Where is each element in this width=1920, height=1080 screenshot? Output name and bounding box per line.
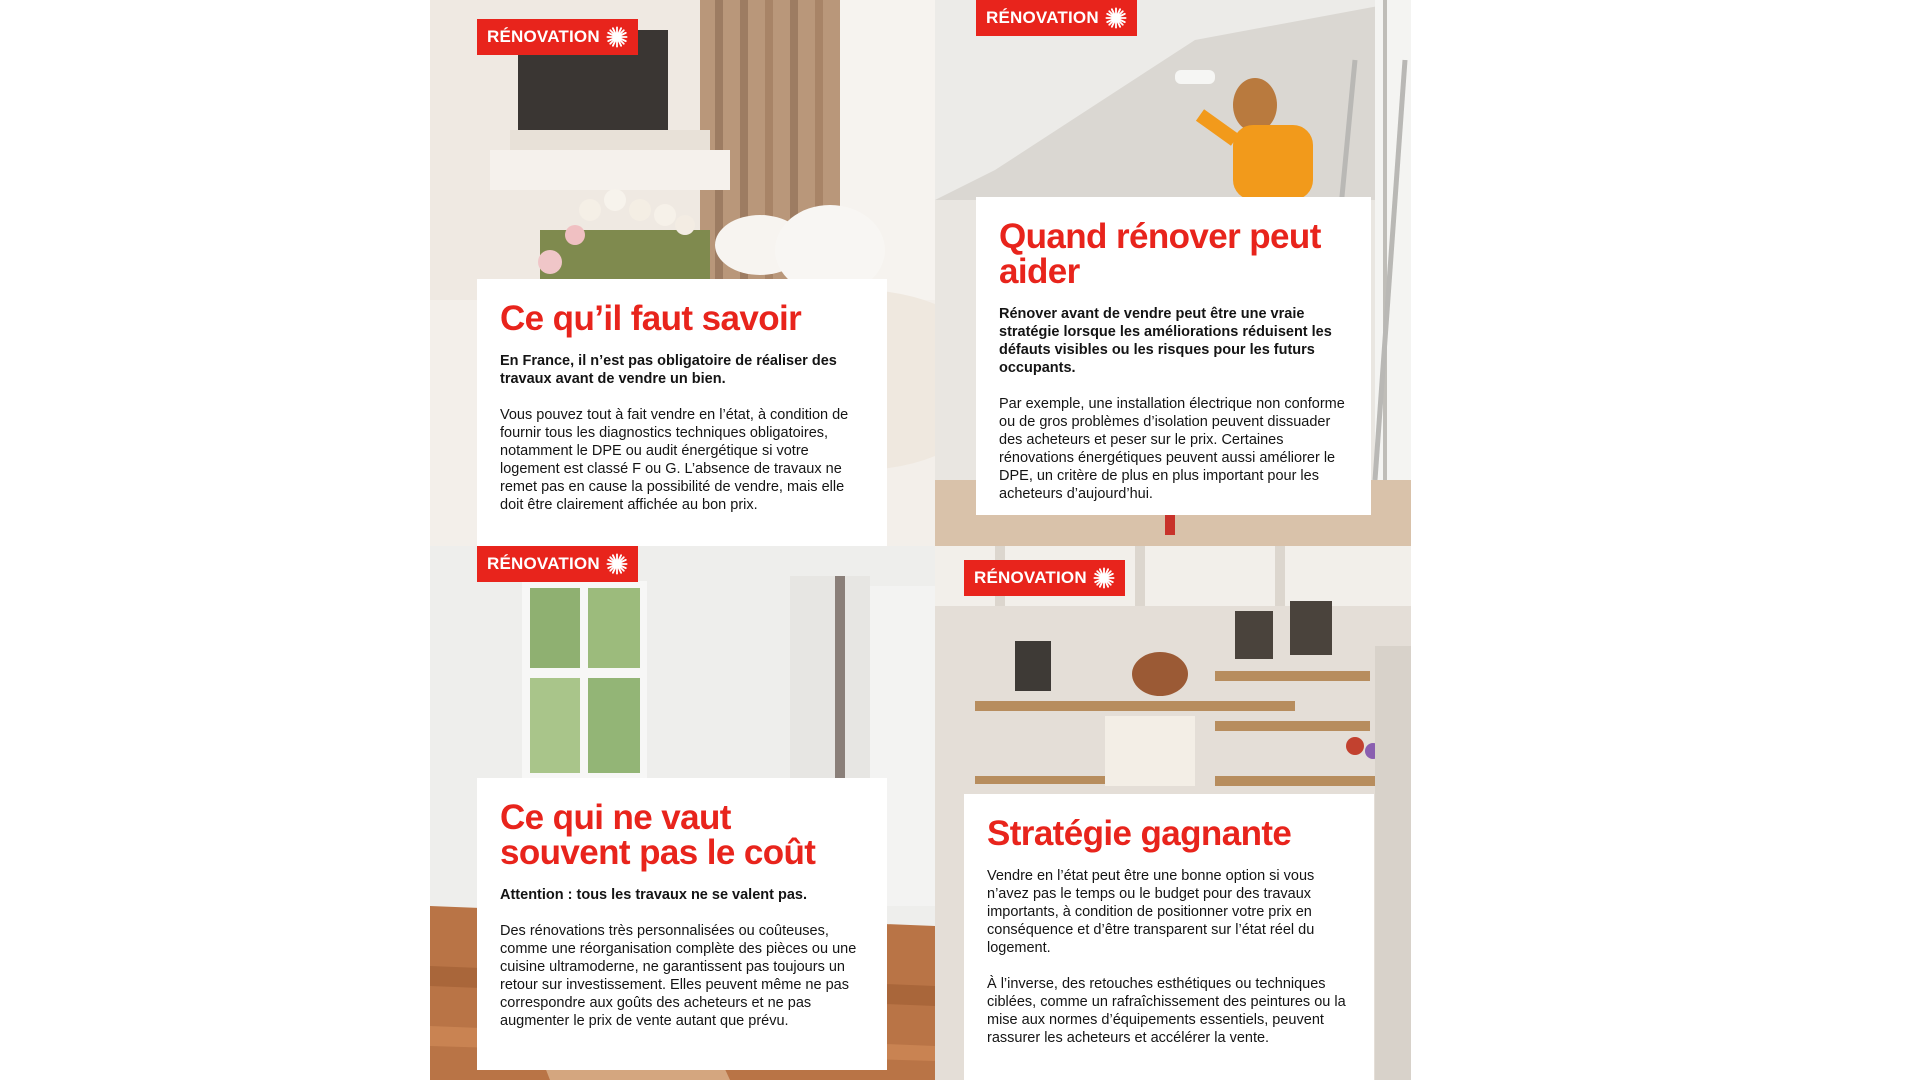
- starburst-icon: [1105, 7, 1127, 29]
- tag-label: RÉNOVATION: [487, 27, 600, 46]
- info-card: [477, 279, 887, 546]
- tag-label: RÉNOVATION: [974, 568, 1087, 587]
- info-card: [976, 197, 1371, 515]
- panel-when-renovating-helps: [935, 0, 1411, 546]
- renovation-tag: [976, 0, 1137, 36]
- panel-what-to-know: [430, 0, 935, 546]
- card-body: Par exemple, une installation électrique non conforme ou de gros problèmes d’isolation peuvent dissuader des acheteurs et peser sur le prix. Certaines rénovations énergétiques peuvent aussi améliorer le DPE, un critère de plus en plus important pour les acheteurs d’aujourd’hui.: [999, 396, 1345, 502]
- starburst-icon: [606, 553, 628, 575]
- card-body: Des rénovations très personnalisées ou coûteuses, comme une réorganisation complète des pièces ou une cuisine ultramoderne, ne garantissent pas toujours un retour sur investissement. Elles peuvent même ne pas correspondre aux goûts des acheteurs et ne pas augmenter le prix de vente autant que prévu.: [500, 923, 857, 1029]
- tag-label: RÉNOVATION: [986, 8, 1099, 27]
- renovation-tag: [477, 19, 638, 55]
- card-title: Quand rénover peut aider: [999, 217, 1321, 291]
- info-card: [477, 778, 887, 1070]
- card-lead: En France, il n’est pas obligatoire de réaliser des travaux avant de vendre un bien.: [500, 353, 837, 387]
- card-title: Stratégie gagnante: [987, 814, 1292, 853]
- card-title: Ce qu’il faut savoir: [500, 299, 802, 338]
- card-body-secondary: À l’inverse, des retouches esthétiques ou techniques ciblées, comme un rafraîchissement des peintures ou la mise aux normes d’équipements essentiels, peuvent rassurer les acheteurs et accélérer la vente.: [987, 976, 1346, 1046]
- card-title: Ce qui ne vaut souvent pas le coût: [500, 798, 816, 872]
- renovation-tag: [964, 560, 1125, 596]
- renovation-tag: [477, 546, 638, 582]
- panel-winning-strategy: [935, 546, 1411, 1080]
- starburst-icon: [1093, 567, 1115, 589]
- tag-label: RÉNOVATION: [487, 554, 600, 573]
- card-lead: Attention : tous les travaux ne se valent pas.: [500, 887, 807, 903]
- card-lead: Rénover avant de vendre peut être une vraie stratégie lorsque les améliorations réduisent les défauts visibles ou les risques pour les futurs occupants.: [999, 306, 1332, 376]
- card-body: Vous pouvez tout à fait vendre en l’état, à condition de fournir tous les diagnostics techniques obligatoires, notamment le DPE ou audit énergétique si votre logement est classé F ou G. L’absence de travaux ne remet pas en cause la possibilité de vendre, mais elle doit être clairement affichée au bon prix.: [500, 407, 849, 513]
- starburst-icon: [606, 26, 628, 48]
- info-card: [964, 794, 1374, 1080]
- panel-not-worth-it: [430, 546, 935, 1080]
- card-body: Vendre en l’état peut être une bonne option si vous n’avez pas le temps ou le budget pour des travaux importants, à condition de positionner votre prix en conséquence et d’être transparent sur l’état réel du logement.: [987, 868, 1315, 956]
